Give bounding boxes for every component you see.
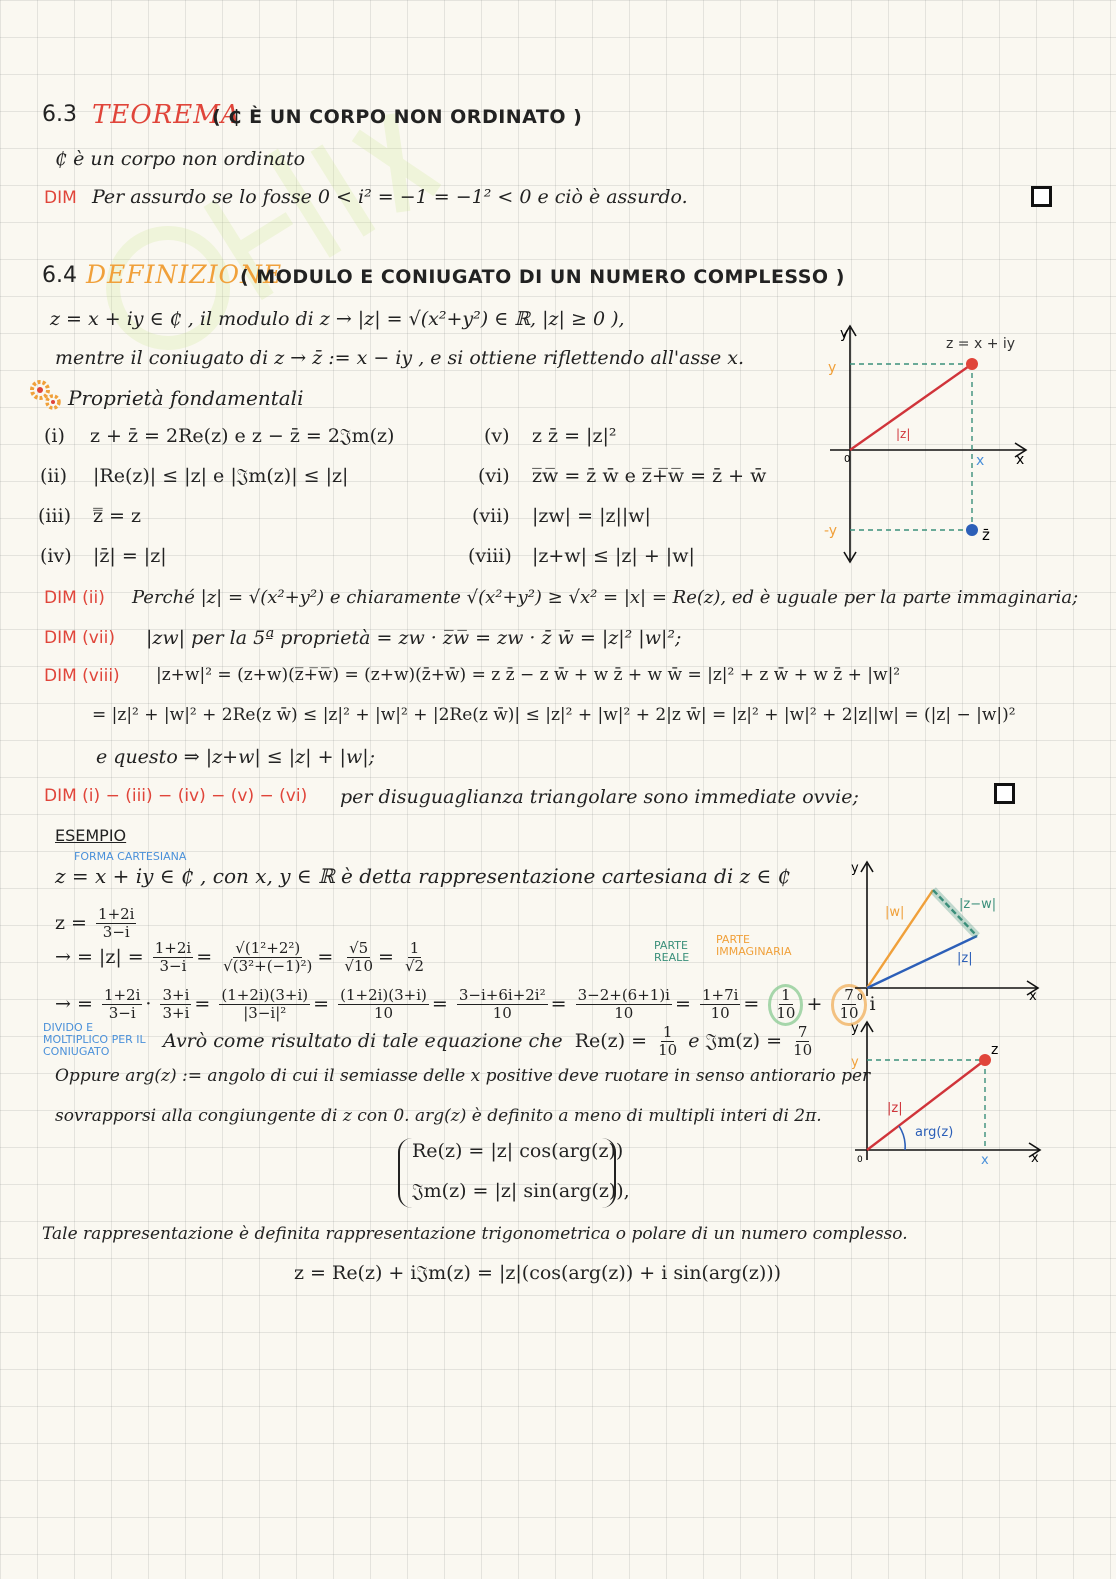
z-vector xyxy=(850,364,972,450)
graph3-y-tick: y xyxy=(851,1055,859,1070)
graph3-mod-label: |z| xyxy=(887,1101,903,1116)
modulus-row: → = |z| = $\frac{1+2i}{3-i}$ = $\frac{\text{√(1²+2²)}}{\text{√(3²+(−1)²)}}$ = $\frac{√5}{√10}$ = $\frac{1}{√2}$ xyxy=(55,939,425,976)
prop-vi-label: (vi) xyxy=(478,465,510,487)
system-line1: Re(z) = |z| cos(arg(z)) xyxy=(412,1140,624,1162)
prop-i-label: (i) xyxy=(44,425,65,447)
prop-v-expr: z z̄ = |z|² xyxy=(532,425,617,447)
proof-viii-line1: |z+w|² = (z+w)(z̅+̅w̅) = (z+w)(z̄+w̄) = z z̄ − z w̄ + w z̄ + w w̄ = |z|² + z w̄ + w z̄ + |w|² xyxy=(156,665,901,685)
graph2-z-label: |z| xyxy=(957,951,973,966)
theorem-word: TEOREMA xyxy=(92,100,241,130)
prop-viii-label: (viii) xyxy=(468,545,512,567)
note-divide: DIVIDO E MOLTIPLICO PER IL CONIUGATO xyxy=(43,1021,146,1059)
graph1-x-label: x xyxy=(1016,452,1025,468)
proof-viii-line3: e questo ⇒ |z+w| ≤ |z| + |w|; xyxy=(96,746,376,768)
example-heading: ESEMPIO xyxy=(55,826,127,845)
theorem-number: 6.3 xyxy=(42,102,77,127)
argument-graph xyxy=(845,1018,1045,1168)
note-real-part: PARTE REALE xyxy=(654,939,690,965)
note-cartesian: FORMA CARTESIANA xyxy=(74,850,187,863)
prop-iii-expr: z̿ = z xyxy=(93,505,142,527)
prop-v-label: (v) xyxy=(484,425,510,447)
qed-box-2 xyxy=(994,783,1015,804)
graph3-arg-label: arg(z) xyxy=(915,1125,954,1140)
graph3-x-label: x xyxy=(1031,1151,1039,1166)
graph1-neg-y-tick: -y xyxy=(824,523,838,539)
theorem-title: ( ₵ È UN CORPO NON ORDINATO ) xyxy=(212,106,583,128)
prop-iv-expr: |z̄| = |z| xyxy=(93,545,167,567)
conjugate-graph xyxy=(820,320,1035,565)
proof-vii-label: DIM (vii) xyxy=(44,628,115,648)
graph1-mod-label: |z| xyxy=(896,427,911,441)
z-point xyxy=(966,358,978,370)
proof-ii-label: DIM (ii) xyxy=(44,588,105,608)
prop-ii-expr: |Re(z)| ≤ |z| e |𝔍m(z)| ≤ |z| xyxy=(93,465,349,487)
definition-number: 6.4 xyxy=(42,263,77,288)
proof-viii-line2: = |z|² + |w|² + 2Re(z w̄) ≤ |z|² + |w|² + |2Re(z w̄)| ≤ |z|² + |w|² + 2|z w̄| = |z|² + |w|² + 2|z||w| = (|z| − |w|)² xyxy=(92,705,1016,725)
proof-rest-text: per disuguaglianza triangolare sono immediate ovvie; xyxy=(340,786,859,808)
result-row: Avrò come risultato di tale equazione che Re(z) = $\frac{1}{10}$ e 𝔍m(z) = $\frac{7}{10}$ xyxy=(163,1023,813,1060)
definition-word: DEFINIZIONE xyxy=(86,260,283,289)
arg-line1: Oppure arg(z) := angolo di cui il semiasse delle x positive deve ruotare in senso antiorario per xyxy=(55,1066,871,1086)
prop-iii-label: (iii) xyxy=(38,505,72,527)
graph2-w-label: |w| xyxy=(885,905,905,920)
theorem-dim-text: Per assurdo se lo fosse 0 < i² = −1 = −1² < 0 e ciò è assurdo. xyxy=(92,186,688,208)
qed-box-1 xyxy=(1031,186,1052,207)
definition-line1: z = x + iy ∈ ₵ , il modulo di z → |z| = √(x²+y²) ∈ ℝ, |z| ≥ 0 ), xyxy=(50,308,625,330)
graph2-y-label: y xyxy=(851,861,859,876)
calc-row: → = $\frac{1+2i}{3-i}$ · $\frac{3+i}{3+i}$ = $\frac{(1+2i)(3+i)}{\text{|3−i|²}}$ = $\frac{(1+2i)(3+i)}{10}$ = $\frac{\text{3−i+6i+2i²}}{10}$ = $\frac{3-2+(6+1)i}{10}$ = $\frac{1+7i}{10}$ = $\frac{1}{10}$ + $\frac{7}{10}$ i xyxy=(55,984,876,1026)
proof-rest-label: DIM (i) − (iii) − (iv) − (v) − (vi) xyxy=(44,786,308,806)
prop-vii-expr: |zw| = |z||w| xyxy=(532,505,651,527)
graph2-zw-label: |z−w| xyxy=(959,897,997,912)
prop-iv-label: (iv) xyxy=(40,545,72,567)
graph2-x-label: x xyxy=(1029,989,1037,1003)
graph1-zbar-label: z̄ xyxy=(982,526,990,544)
graph1-y-label: y xyxy=(840,326,849,342)
definition-line2: mentre il coniugato di z → z̄ := x − iy , e si ottiene riflettendo all'asse x. xyxy=(55,347,745,369)
graph1-y-tick: y xyxy=(828,360,837,376)
gear-icon xyxy=(28,378,64,414)
arg-arc xyxy=(899,1126,905,1150)
z-equals-row: z = $\frac{1+2i}{3-i}$ xyxy=(55,905,135,942)
graph3-z-label: z xyxy=(991,1042,999,1058)
theorem-statement: ₵ è un corpo non ordinato xyxy=(55,148,306,170)
system-line2: 𝔍m(z) = |z| sin(arg(z)), xyxy=(412,1180,630,1202)
polar-line: Tale rappresentazione è definita rappresentazione trigonometrica o polare di un numero complesso. xyxy=(42,1224,908,1244)
graph2-origin: 0 xyxy=(857,993,863,1003)
system-brace-right xyxy=(598,1138,616,1208)
graph3-y-label: y xyxy=(851,1021,859,1036)
proof-ii-text: Perché |z| = √(x²+y²) e chiaramente √(x²+y²) ≥ √x² = |x| = Re(z), ed è uguale per la parte immaginaria; xyxy=(132,587,1079,608)
note-imag-part: PARTE IMMAGINARIA xyxy=(716,933,792,959)
prop-viii-expr: |z+w| ≤ |z| + |w| xyxy=(532,545,695,567)
graph3-x-tick: x xyxy=(981,1153,989,1168)
proof-vii-text: |zw| per la 5ª proprietà = zw · z̅w̅ = zw · z̄ w̄ = |z|² |w|²; xyxy=(146,627,682,649)
properties-heading: Proprietà fondamentali xyxy=(68,386,304,410)
z-fraction: $\frac{1+2i}{3-i}$ xyxy=(98,905,135,942)
graph3-origin: 0 xyxy=(857,1155,863,1165)
arg-line2: sovrapporsi alla congiungente di z con 0. arg(z) è definito a meno di multipli interi di 2π. xyxy=(55,1106,822,1126)
polar-formula: z = Re(z) + i𝔍m(z) = |z|(cos(arg(z)) + i sin(arg(z))) xyxy=(294,1262,782,1284)
definition-title: ( MODULO E CONIUGATO DI UN NUMERO COMPLESSO ) xyxy=(240,266,845,288)
triangle-graph xyxy=(845,858,1045,1003)
graph1-origin: 0 xyxy=(844,454,851,465)
prop-ii-label: (ii) xyxy=(40,465,67,487)
z-point-3 xyxy=(979,1054,991,1066)
prop-vii-label: (vii) xyxy=(472,505,510,527)
theorem-dim-label: DIM xyxy=(44,188,77,208)
graph1-z-label: z = x + iy xyxy=(946,336,1016,352)
prop-i-expr: z + z̄ = 2Re(z) e z − z̄ = 2𝔍m(z) xyxy=(90,425,395,447)
proof-viii-label: DIM (viii) xyxy=(44,666,120,686)
graph1-x-tick: x xyxy=(976,453,985,469)
prop-vi-expr: z̅w̅ = z̄ w̄ e z̅+̅w̅ = z̄ + w̄ xyxy=(532,465,767,487)
zbar-point xyxy=(966,524,978,536)
example-line1: z = x + iy ∈ ₵ , con x, y ∈ ℝ è detta rappresentazione cartesiana di z ∈ ₵ xyxy=(55,864,791,888)
